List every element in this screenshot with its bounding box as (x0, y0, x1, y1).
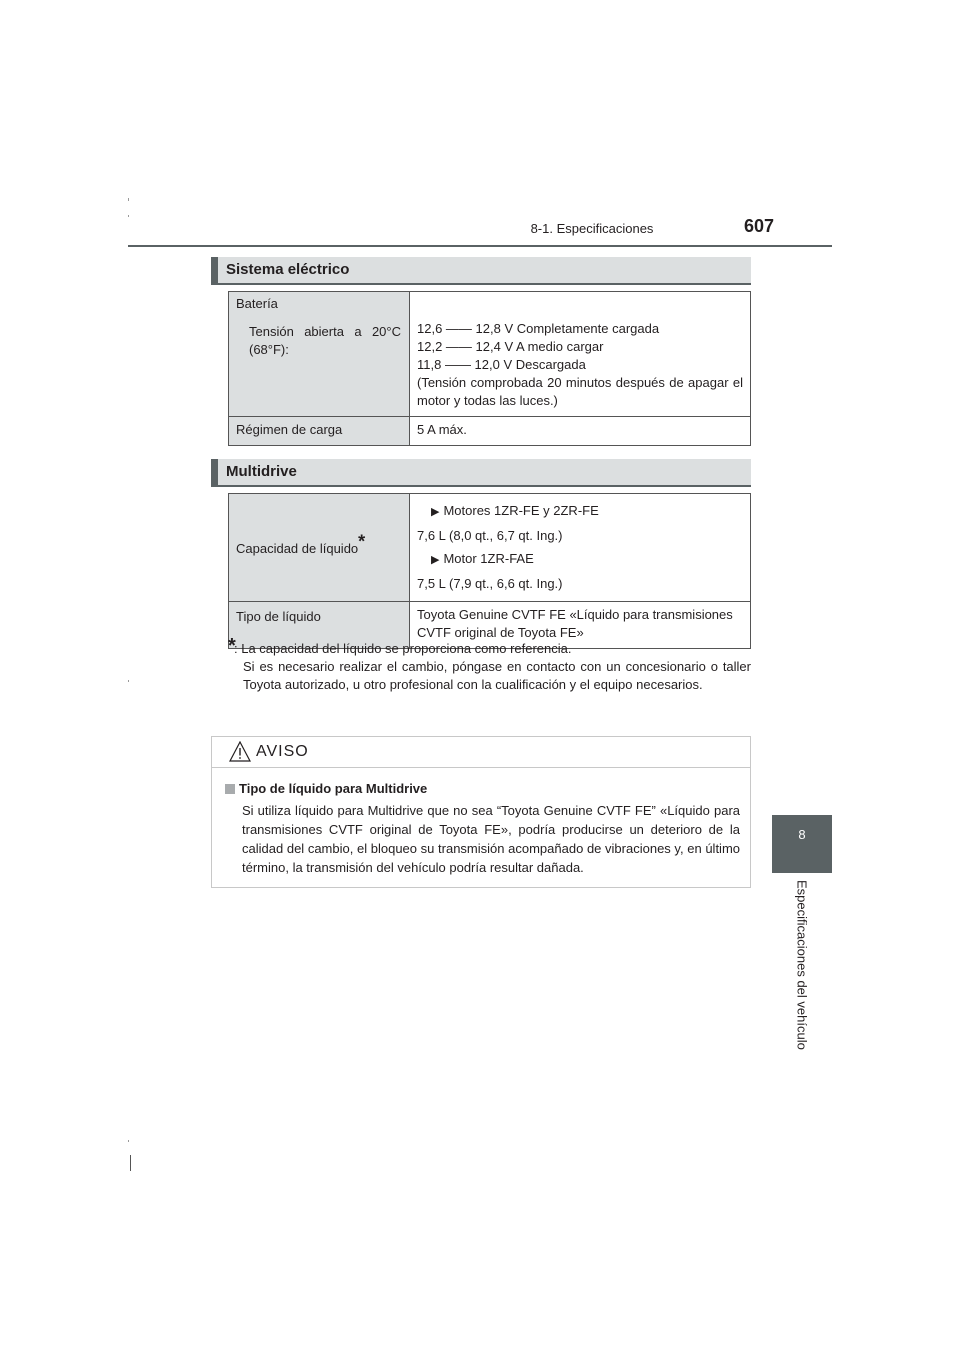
footnote (228, 635, 751, 694)
fluid-value: Toyota Genuine CVTF FE «Líquido para transmisiones CVTF original de Toyota FE» (417, 607, 733, 640)
triangle-bullet-icon: ▶ (431, 506, 440, 518)
footnote-text-2: Si es necesario realizar el cambio, póngase en contacto con un concesionario o taller Toyota autorizado, u otro profesional con la cualificación y el equipo necesarios. (243, 659, 751, 692)
fluid-label: Tipo de líquido (236, 609, 321, 624)
voltage-line: 12,2 —— 12,4 V A medio cargar (417, 339, 604, 354)
engine-b: Motor 1ZR-FAE (443, 551, 534, 566)
margin-tick (128, 1140, 129, 1142)
footnote-marker: * (228, 635, 236, 657)
footnote-text-1: : La capacidad del líquido se proporciona como referencia. (234, 641, 572, 656)
voltage-line: 12,6 —— 12,8 V Completamente cargada (417, 321, 660, 336)
voltage-label: Tensión abierta a 20°C (68°F): (249, 324, 401, 357)
table-label-cell (229, 494, 410, 602)
warning-title: AVISO (256, 743, 309, 760)
table-row (229, 292, 751, 417)
table-label-cell (229, 417, 410, 446)
charge-value: 5 A máx. (417, 422, 467, 437)
warning-subtitle-row (225, 781, 427, 796)
table-row (229, 494, 751, 602)
engine-b-row (417, 547, 743, 572)
warning-body: Si utiliza líquido para Multidrive que no sea “Toyota Genuine CVTF FE” «Líquido para transmisiones CVTF original de Toyota FE», podría producirse un deterioro de la calidad del cambio, el bloqueo su transmisión acompañado de vibraciones y, en último término, la transmisión del vehículo podría resultar dañada. (242, 803, 740, 875)
electrical-spec-table (228, 291, 751, 446)
margin-tick (128, 680, 129, 682)
page-number: 607 (744, 216, 775, 236)
table-row (229, 417, 751, 446)
square-bullet-icon (225, 784, 235, 794)
capacity-b: 7,5 L (7,9 qt., 6,6 qt. Ing.) (417, 576, 563, 591)
section-heading-text: Multidrive (226, 463, 297, 480)
margin-tick (128, 215, 129, 217)
multidrive-spec-table (228, 493, 751, 649)
warning-box (211, 736, 751, 888)
table-label-cell (229, 292, 410, 417)
voltage-line: 11,8 —— 12,0 V Descargada (417, 357, 586, 372)
chapter-title-wrap (772, 880, 832, 1100)
chapter-number: 8 (798, 827, 806, 842)
warning-header (212, 737, 750, 768)
margin-tick (128, 198, 129, 201)
table-value-cell (410, 417, 751, 446)
battery-label: Batería (236, 296, 278, 311)
section-heading-electrical (211, 257, 751, 283)
section-heading-multidrive (211, 459, 751, 485)
triangle-bullet-icon: ▶ (431, 554, 440, 566)
engine-a: Motores 1ZR-FE y 2ZR-FE (443, 503, 599, 518)
capacity-a: 7,6 L (8,0 qt., 6,7 qt. Ing.) (417, 528, 563, 543)
engine-a-row (417, 499, 743, 524)
capacity-label: Capacidad de líquido (236, 540, 359, 556)
charge-label: Régimen de carga (236, 422, 343, 437)
table-value-cell (410, 292, 751, 417)
table-value-cell (410, 494, 751, 602)
header-rule (128, 245, 832, 247)
warning-subtitle: Tipo de líquido para Multidrive (239, 781, 428, 796)
footnote-star: * (358, 531, 366, 552)
margin-tick (130, 1155, 131, 1171)
voltage-note: (Tensión comprobada 20 minutos después de apagar el motor y todas las luces.) (417, 375, 743, 408)
section-label: 8-1. Especificaciones (530, 221, 654, 236)
chapter-title: Especificaciones del vehículo (794, 880, 810, 1050)
chapter-tab (772, 815, 832, 873)
warning-triangle-icon (229, 741, 251, 762)
section-heading-text: Sistema eléctrico (226, 261, 350, 278)
